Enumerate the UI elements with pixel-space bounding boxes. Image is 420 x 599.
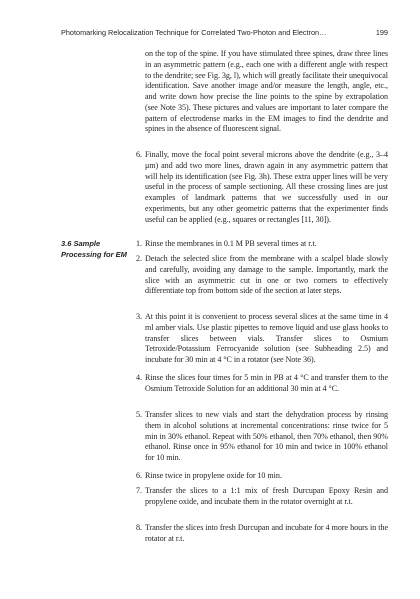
list-item-number: 7. bbox=[136, 486, 142, 495]
list-item-number: 4. bbox=[136, 373, 142, 382]
list-item bbox=[136, 471, 388, 482]
list-item-text: Transfer the slices into fresh Durcupan and incubate for 4 more hours in the rotator at r.t. bbox=[145, 523, 388, 543]
list-item bbox=[136, 410, 388, 464]
list-item-text: At this point it is convenient to process several slices at the same time in 4 ml amber vials. Use plastic pipettes to remove liquid and use glass hooks to transfer slices between vials. Transfer slices to Osmium Tetroxide/Potassium Ferrocyanide solution (see Subheading 2.5) and incubate for 30 min at 4 °C in a rotator (see Note 36). bbox=[145, 312, 388, 364]
list-item-text: Rinse the membranes in 0.1 M PB several times at r.t. bbox=[145, 239, 317, 248]
list-item-text: Transfer the slices to a 1:1 mix of fresh Durcupan Epoxy Resin and propylene oxide, and incubate them in the rotator overnight at r.t. bbox=[145, 486, 388, 506]
list-item bbox=[136, 373, 388, 395]
list-item-text: Detach the selected slice from the membrane with a scalpel blade slowly and carefully, avoiding any damage to the sample. Importantly, mark the slice with an asymmetric cut in one or two corners to effectively differentiate top from bottom side of the section at later steps. bbox=[145, 254, 388, 296]
list-item-number: 1. bbox=[136, 239, 142, 248]
list-item bbox=[136, 239, 388, 250]
continuation-paragraph bbox=[145, 49, 388, 135]
list-item-number: 2. bbox=[136, 254, 142, 263]
list-item-text: Finally, move the focal point several microns above the dendrite (e.g., 3–4 μm) and add two more lines, drawn again in any asymmetric pattern that will help its identification (see Fig. 3h). These extra upper lines will be very useful in the process of sample sectioning. All these crossing lines are just examples of landmark patterns that we successfully used in our experiments, but any other geometric patterns that the experimenter finds useful can be applied (e.g., squares or rectangles [11, 30]). bbox=[145, 150, 388, 224]
list-item-number: 6. bbox=[136, 471, 142, 480]
list-item bbox=[136, 254, 388, 297]
list-item-number: 8. bbox=[136, 523, 142, 532]
list-item bbox=[136, 312, 388, 366]
page-number: 199 bbox=[375, 28, 388, 37]
running-header-title: Photomarking Relocalization Technique for Correlated Two-Photon and Electron… bbox=[61, 28, 327, 37]
section-heading bbox=[61, 239, 131, 261]
continuation-text: on the top of the spine. If you have stimulated three spines, draw three lines in an asymmetric pattern (e.g., each one with a different angle with respect to the dendrite; see Fig. 3g, l), which will greatly facilitate their unequivocal identification. Save another image and/or measure the length, angle, etc., and write down how precise the line points to the spine by extrapolation (see Note 35). These pictures and values are important to later compare the pattern of electrodense marks in the EM images to find the dendrite and spines in the absence of fluorescent signal. bbox=[145, 49, 388, 134]
list-item-6-previous bbox=[136, 150, 388, 225]
list-item-number: 3. bbox=[136, 312, 142, 321]
list-item-text: Rinse twice in propylene oxide for 10 min. bbox=[145, 471, 282, 480]
list-item bbox=[136, 486, 388, 508]
section-heading-line1: 3.6 Sample bbox=[61, 239, 101, 248]
list-item-number: 5. bbox=[136, 410, 142, 419]
list-item-text: Rinse the slices four times for 5 min in PB at 4 °C and transfer them to the Osmium Tetroxide Solution for an additional 30 min at 4 °C. bbox=[145, 373, 388, 393]
section-heading-line2: Processing for EM bbox=[61, 249, 127, 259]
list-item bbox=[136, 523, 388, 545]
list-item-number: 6. bbox=[136, 150, 142, 159]
list-item-text: Transfer slices to new vials and start the dehydration process by rinsing them in alcohol solutions at incremental concentrations: rinse twice for 5 min in 30% ethanol. Repeat with 50% ethanol, then 70% ethanol, then 90% ethanol. Rinse once in 95% ethanol for 10 min and twice in 100% ethanol for 10 min. bbox=[145, 410, 388, 462]
